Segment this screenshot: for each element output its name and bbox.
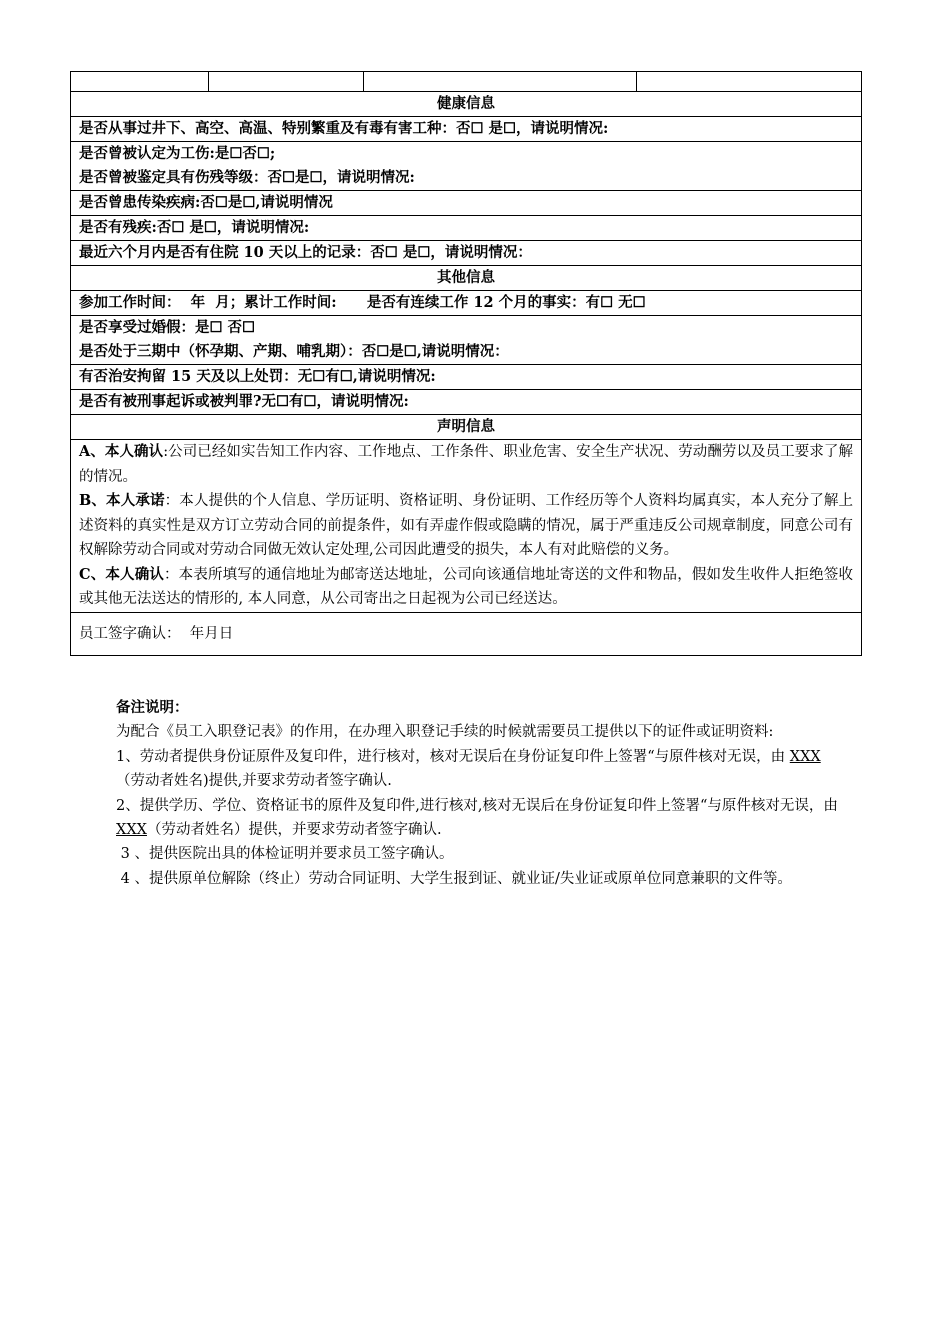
- notes-title: 备注说明：: [116, 699, 189, 716]
- notes-item-2-xxx: XXX: [116, 822, 147, 839]
- other-q-three-periods: 是否处于三期中（怀孕期、产期、哺乳期）：否☐是☐,请说明情况：: [79, 343, 509, 360]
- health-q-hazardous-work[interactable]: 是否从事过井下、高空、高温、特别繁重及有毒有害工种：否☐ 是☐，请说明情况:: [71, 117, 862, 142]
- health-q-injury-disability[interactable]: [71, 142, 862, 191]
- declaration-a-label: A、本人确认: [79, 443, 164, 460]
- notes-item-1: [116, 745, 841, 794]
- empty-cell[interactable]: [637, 72, 862, 92]
- empty-cell[interactable]: [364, 72, 637, 92]
- notes-item-1-tail: （劳动者姓名)提供,并要求劳动者签字确认.: [116, 773, 392, 790]
- notes-item-3: 3 、提供医院出具的体检证明并要求员工签字确认。: [116, 846, 454, 863]
- other-section-header: 其他信息: [71, 266, 862, 291]
- empty-row: [71, 72, 862, 92]
- declaration-a: [79, 440, 853, 489]
- notes-item-2: [116, 794, 841, 843]
- health-q-hospitalization[interactable]: 最近六个月内是否有住院 10 天以上的记录：否☐ 是☐，请说明情况：: [71, 241, 862, 266]
- employee-signature[interactable]: 员工签字确认： 年月日: [71, 612, 862, 655]
- declaration-a-text: :公司已经如实告知工作内容、工作地点、工作条件、职业危害、安全生产状况、劳动酬劳以及员工要求了解的情况。: [79, 444, 853, 485]
- notes-item-2-text: 2、提供学历、学位、资格证书的原件及复印件,进行核对,核对无误后在身份证复印件上签署“与原件核对无误，由: [116, 797, 838, 814]
- declaration-c-text: ：本表所填写的通信地址为邮寄送达地址，公司向该通信地址寄送的文件和物品，假如发生收件人拒绝签收或其他无法送达的情形的, 本人同意，从公司寄出之日起视为公司已经送达。: [79, 566, 853, 607]
- other-q-marriage-pregnancy[interactable]: [71, 316, 862, 365]
- other-q-marriage-leave: 是否享受过婚假：是☐ 否☐: [79, 319, 256, 336]
- notes-item-2-tail: （劳动者姓名）提供，并要求劳动者签字确认.: [146, 822, 442, 839]
- other-q-work-time[interactable]: 参加工作时间： 年 月；累计工作时间: 是否有连续工作 12 个月的事实：有☐ 无☐: [71, 291, 862, 316]
- health-section-header: 健康信息: [71, 92, 862, 117]
- declaration-body: [71, 440, 862, 613]
- declaration-b-text: ：本人提供的个人信息、学历证明、资格证明、身份证明、工作经历等个人资料均属真实，本人充分了解上述资料的真实性是双方订立劳动合同的前提条件，如有弄虚作假或隐瞒的情况，属于严重违反公司规章制度，同意公司有权解除劳动合同或对劳动合同做无效认定处理,公司因此遭受的损失，本人有对此赔偿的义务。: [79, 493, 853, 558]
- notes-section: [116, 696, 841, 891]
- registration-form-table: [70, 71, 862, 656]
- declaration-b-label: B、本人承诺: [79, 492, 165, 509]
- notes-intro: 为配合《员工入职登记表》的作用，在办理入职登记手续的时候就需要员工提供以下的证件或证明资料:: [116, 724, 774, 741]
- empty-cell[interactable]: [209, 72, 364, 92]
- notes-item-4: 4 、提供原单位解除（终止）劳动合同证明、大学生报到证、就业证/失业证或原单位同意兼职的文件等。: [116, 870, 792, 887]
- other-q-criminal[interactable]: 是否有被刑事起诉或被判罪?无☐有☐，请说明情况:: [71, 390, 862, 415]
- health-q-disabled[interactable]: 是否有残疾:否☐ 是☐，请说明情况:: [71, 216, 862, 241]
- health-q-work-injury: 是否曾被认定为工伤:是☐否☐;: [79, 145, 276, 162]
- health-q-disability-grade: 是否曾被鉴定具有伤残等级：否☐是☐，请说明情况:: [79, 169, 415, 186]
- declaration-c: [79, 563, 853, 612]
- health-q-infectious-disease[interactable]: 是否曾患传染疾病:否☐是☐,请说明情况: [71, 191, 862, 216]
- declaration-b: [79, 489, 853, 563]
- notes-item-1-text: 1、劳动者提供身份证原件及复印件，进行核对，核对无误后在身份证复印件上签署“与原件核对无误，由: [116, 748, 790, 765]
- other-q-detention[interactable]: 有否治安拘留 15 天及以上处罚：无☐有☐,请说明情况:: [71, 365, 862, 390]
- empty-cell[interactable]: [71, 72, 209, 92]
- declaration-section-header: 声明信息: [71, 415, 862, 440]
- notes-item-1-xxx: XXX: [789, 748, 821, 765]
- declaration-c-label: C、本人确认: [79, 565, 165, 583]
